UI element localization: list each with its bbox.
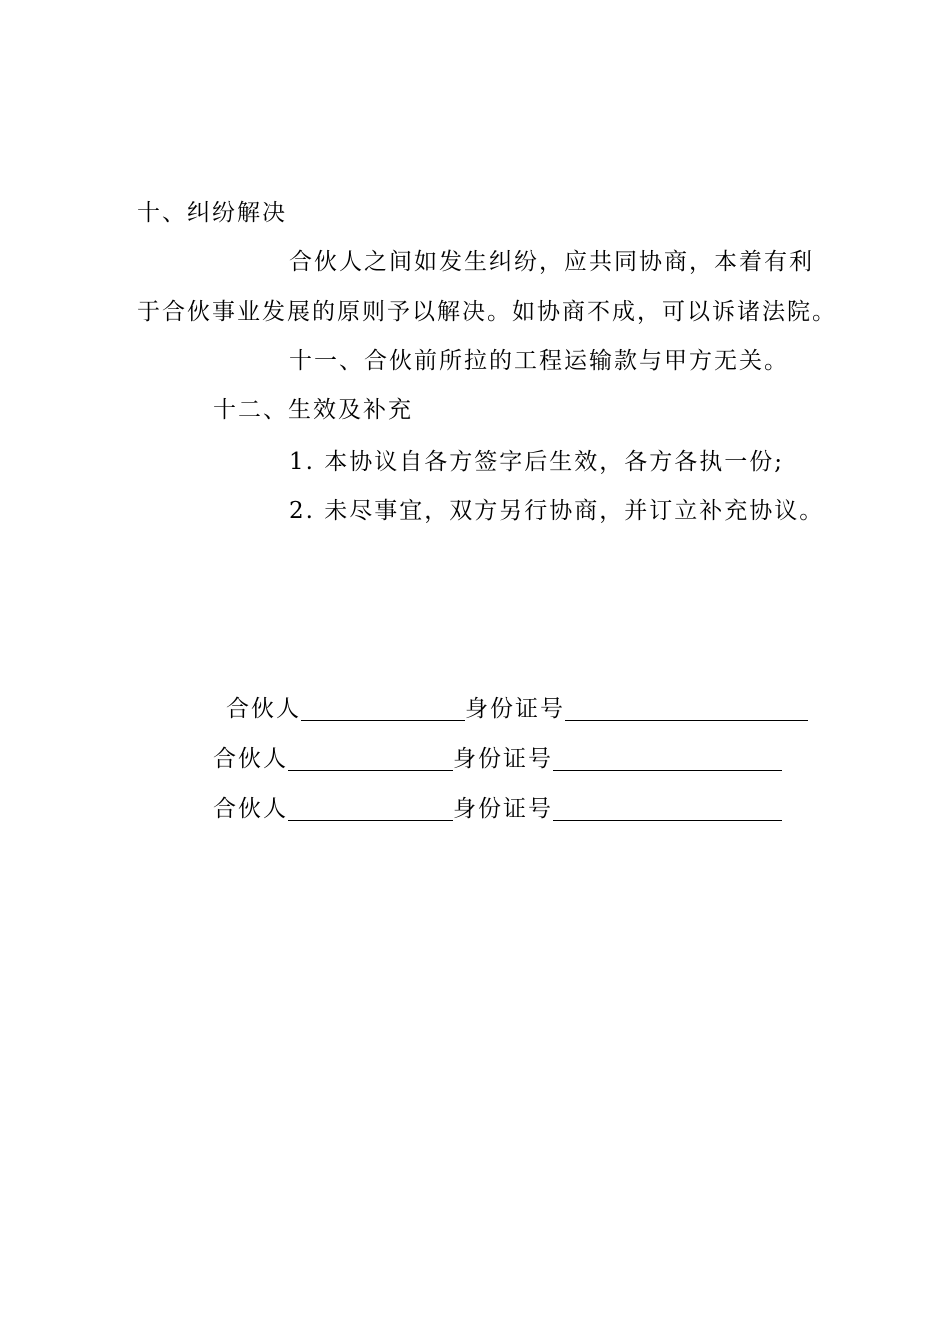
id-number-label: 身份证号 (453, 746, 553, 772)
section-12-clause-2: 2. 未尽事宜，双方另行协商，并订立补充协议。 (289, 498, 825, 524)
section-10-paragraph-line-2: 于合伙事业发展的原则予以解决。如协商不成，可以诉诸法院。 (137, 299, 837, 325)
id-number-label: 身份证号 (453, 796, 553, 822)
section-10-paragraph-line-1: 合伙人之间如发生纠纷，应共同协商，本着有利 (289, 249, 814, 275)
signature-row-3 (213, 794, 782, 824)
partner-name-blank[interactable] (301, 698, 465, 721)
section-10-heading: 十、纠纷解决 (137, 200, 287, 226)
id-number-blank[interactable] (553, 748, 782, 771)
partner-label: 合伙人 (226, 696, 301, 722)
partner-label: 合伙人 (213, 796, 288, 822)
signature-row-1 (226, 694, 808, 724)
id-number-label: 身份证号 (465, 696, 565, 722)
section-12-heading: 十二、生效及补充 (213, 397, 413, 423)
id-number-blank[interactable] (553, 798, 782, 821)
signature-row-2 (213, 744, 782, 774)
section-11-text: 十一、合伙前所拉的工程运输款与甲方无关。 (289, 348, 789, 374)
partner-name-blank[interactable] (288, 748, 453, 771)
partner-label: 合伙人 (213, 746, 288, 772)
id-number-blank[interactable] (565, 698, 808, 721)
partner-name-blank[interactable] (288, 798, 453, 821)
section-12-clause-1: 1. 本协议自各方签字后生效，各方各执一份; (289, 449, 785, 475)
